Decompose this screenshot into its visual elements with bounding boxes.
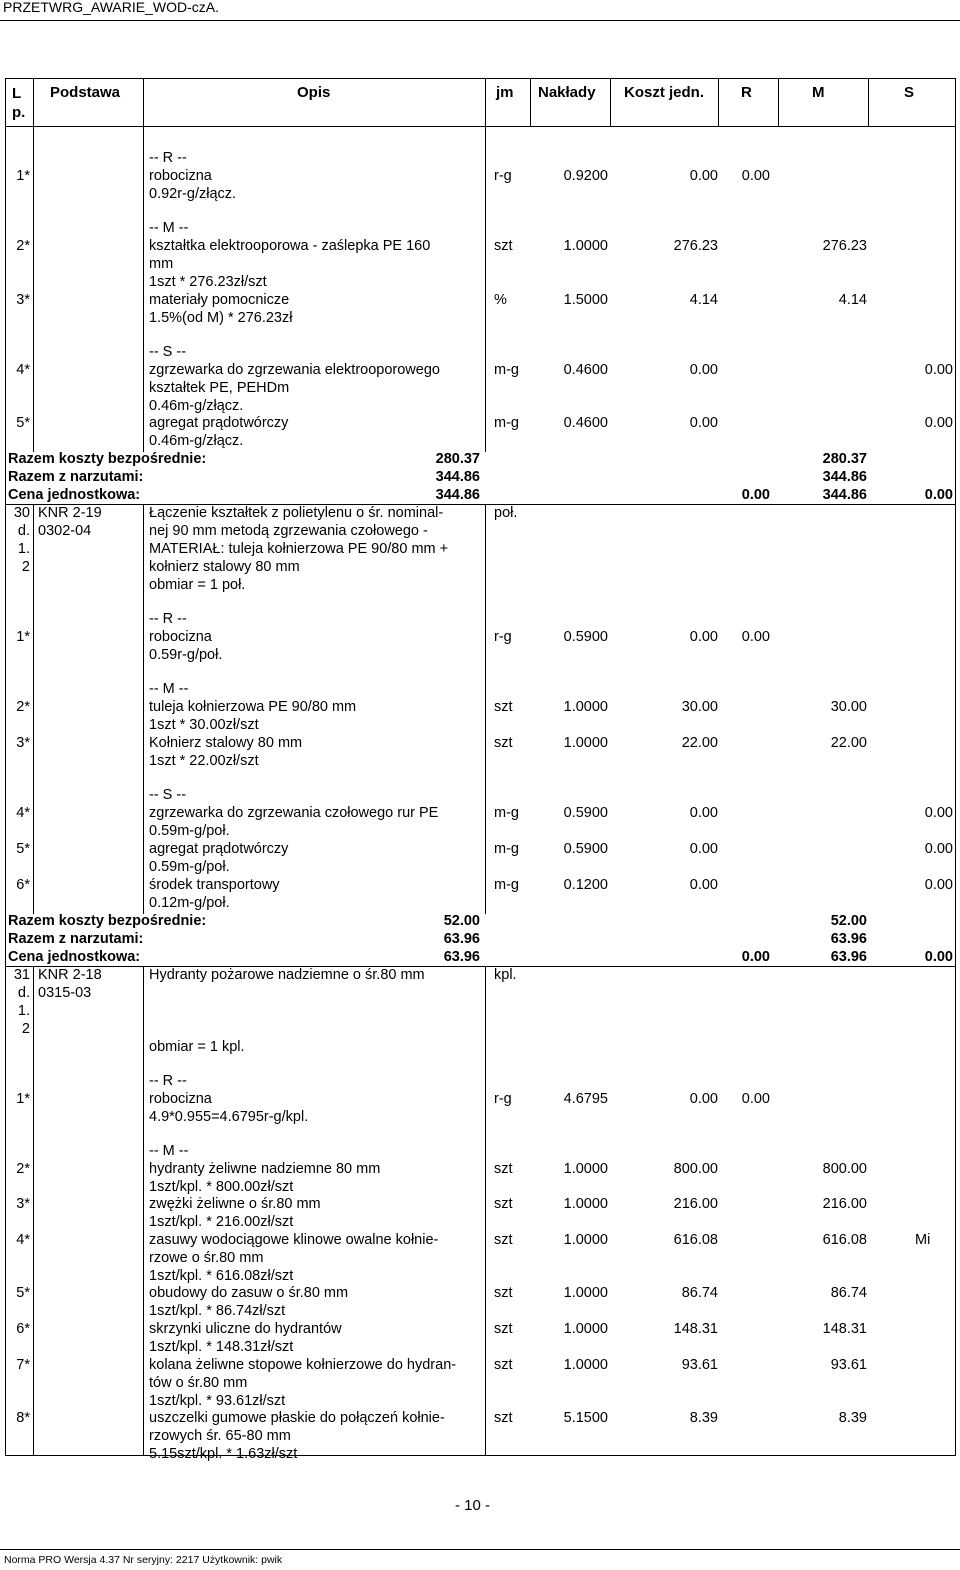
row-opis: 0.12m-g/poł. xyxy=(149,895,230,911)
row-lp: 1* xyxy=(16,1091,30,1107)
row-koszt: 4.14 xyxy=(689,292,718,308)
row-jm: m-g xyxy=(494,415,519,431)
row-opis: robocizna xyxy=(149,629,212,645)
summary-label: Razem z narzutami: xyxy=(8,469,144,485)
row-opis: 0.59r-g/poł. xyxy=(149,647,223,663)
row-opis: robocizna xyxy=(149,168,212,184)
row-opis: -- M -- xyxy=(149,220,189,236)
col-header-lp-text: L p. xyxy=(12,85,26,121)
row-koszt: 216.00 xyxy=(673,1196,718,1212)
row-s: 0.00 xyxy=(924,877,953,893)
row-lp: 4* xyxy=(16,805,30,821)
table-header-bottom-border xyxy=(5,126,956,127)
header-sep-lp xyxy=(33,78,34,126)
row-r: 0.00 xyxy=(741,949,770,965)
col-header-podstawa: Podstawa xyxy=(50,84,121,101)
row-koszt: 0.00 xyxy=(689,1091,718,1107)
row-koszt: 148.31 xyxy=(673,1321,718,1337)
header-sep-r xyxy=(778,78,779,126)
row-jm: r-g xyxy=(494,1091,512,1107)
row-opis: 0.92r-g/złącz. xyxy=(149,186,237,202)
row-lp: 4* xyxy=(16,1232,30,1248)
row-lp: 30 xyxy=(13,505,30,521)
row-lp: d. xyxy=(17,985,30,1001)
row-opis: Kołnierz stalowy 80 mm xyxy=(149,735,303,751)
row-m: 93.61 xyxy=(830,1357,867,1373)
row-opis: zasuwy wodociągowe klinowe owalne kołnie- xyxy=(149,1232,439,1248)
row-naklady: 1.0000 xyxy=(563,1161,608,1177)
sep-opis-1 xyxy=(485,126,486,452)
row-lp: 31 xyxy=(13,967,30,983)
row-lp: 2* xyxy=(16,238,30,254)
row-lp: 4* xyxy=(16,362,30,378)
row-r: 0.00 xyxy=(741,629,770,645)
row-m: 22.00 xyxy=(830,735,867,751)
header-sep-podstawa xyxy=(143,78,144,126)
row-s: 0.00 xyxy=(924,841,953,857)
row-naklady: 5.1500 xyxy=(563,1410,608,1426)
row-m: 216.00 xyxy=(822,1196,867,1212)
row-jm: szt xyxy=(494,1321,513,1337)
row-lp: 1* xyxy=(16,168,30,184)
row-opis: -- R -- xyxy=(149,611,187,627)
row-lp: 6* xyxy=(16,877,30,893)
row-lp: 2* xyxy=(16,1161,30,1177)
row-lp: 1. xyxy=(17,541,30,557)
row-opis: tów o śr.80 mm xyxy=(149,1375,248,1391)
row-lp: 5* xyxy=(16,841,30,857)
summary-label: Razem koszty bezpośrednie: xyxy=(8,451,207,467)
sep-lp-1 xyxy=(33,126,34,452)
row-opis: 1szt/kpl. * 800.00zł/szt xyxy=(149,1179,294,1195)
row-koszt: 0.00 xyxy=(689,415,718,431)
row-koszt: 0.00 xyxy=(689,805,718,821)
row-opis: rzowych śr. 65-80 mm xyxy=(149,1428,291,1444)
row-lp: 1. xyxy=(17,1003,30,1019)
row-lp: 5* xyxy=(16,1285,30,1301)
row-opis: 0.46m-g/złącz. xyxy=(149,398,244,414)
row-naklady: 1.0000 xyxy=(563,735,608,751)
row-lp: 2 xyxy=(21,559,30,575)
col-header-m: M xyxy=(812,84,825,101)
row-jm: szt xyxy=(494,1232,513,1248)
sep-opis-2 xyxy=(485,504,486,914)
row-koszt: 0.00 xyxy=(689,168,718,184)
row-opis: 0.59m-g/poł. xyxy=(149,823,230,839)
row-lp: 6* xyxy=(16,1321,30,1337)
row-naklady: 0.5900 xyxy=(563,841,608,857)
document-title: PRZETWRG_AWARIE_WOD-czA. xyxy=(3,0,219,15)
row-naklady: 4.6795 xyxy=(563,1091,608,1107)
row-lp: 7* xyxy=(16,1357,30,1373)
row-jm: r-g xyxy=(494,168,512,184)
col-header-naklady: Nakłady xyxy=(538,84,596,101)
row-opis: kształtek PE, PEHDm xyxy=(149,380,290,396)
row-koszt: 0.00 xyxy=(689,362,718,378)
row-jm: szt xyxy=(494,1196,513,1212)
table-right-border xyxy=(955,78,956,1455)
row-opis: środek transportowy xyxy=(149,877,280,893)
row-opis: kształtka elektrooporowa - zaślepka PE 160 xyxy=(149,238,431,254)
row-opis: agregat prądotwórczy xyxy=(149,415,289,431)
row-opis: obmiar = 1 kpl. xyxy=(149,1039,245,1055)
row-opis: rzowe o śr.80 mm xyxy=(149,1250,264,1266)
row-koszt: 86.74 xyxy=(681,1285,718,1301)
row-opis: obudowy do zasuw o śr.80 mm xyxy=(149,1285,349,1301)
position-separator xyxy=(5,966,956,967)
sep-podstawa-3 xyxy=(143,966,144,1455)
row-m: 148.31 xyxy=(822,1321,867,1337)
row-opis: MATERIAŁ: tuleja kołnierzowa PE 90/80 mm + xyxy=(149,541,449,557)
col-header-opis: Opis xyxy=(297,84,331,101)
footer-info: Norma PRO Wersja 4.37 Nr seryjny: 2217 Użytkownik: pwik xyxy=(4,1554,283,1566)
row-opis: 5.15szt/kpl. * 1.63zł/szt xyxy=(149,1446,298,1462)
title-underline xyxy=(0,20,960,21)
row-jm: szt xyxy=(494,735,513,751)
row-naklady: 0.9200 xyxy=(563,168,608,184)
row-r: 0.00 xyxy=(741,1091,770,1107)
table-bottom-border xyxy=(5,1455,956,1456)
row-lp: 3* xyxy=(16,292,30,308)
row-opis: 1szt/kpl. * 86.74zł/szt xyxy=(149,1303,286,1319)
row-podstawa: KNR 2-19 xyxy=(38,505,102,521)
row-m: 86.74 xyxy=(830,1285,867,1301)
row-lp: 1* xyxy=(16,629,30,645)
row-jm: szt xyxy=(494,1161,513,1177)
row-opis: 1szt * 30.00zł/szt xyxy=(149,717,259,733)
row-m: 30.00 xyxy=(830,699,867,715)
position-separator xyxy=(5,504,956,505)
row-opis: zgrzewarka do zgrzewania elektrooporowego xyxy=(149,362,440,378)
row-lp: 3* xyxy=(16,735,30,751)
row-r: 0.00 xyxy=(741,168,770,184)
row-opis: 1szt/kpl. * 148.31zł/szt xyxy=(149,1339,294,1355)
row-lp: 3* xyxy=(16,1196,30,1212)
row-naklady: 1.0000 xyxy=(563,1357,608,1373)
row-jm: m-g xyxy=(494,877,519,893)
row-koszt: 0.00 xyxy=(689,841,718,857)
summary-value: 63.96 xyxy=(443,931,480,947)
row-m: 4.14 xyxy=(838,292,867,308)
sep-lp-3 xyxy=(33,966,34,1455)
row-jm: poł. xyxy=(494,505,518,521)
row-naklady: 0.5900 xyxy=(563,805,608,821)
row-opis: mm xyxy=(149,256,174,272)
row-jm: m-g xyxy=(494,805,519,821)
row-m: 344.86 xyxy=(822,487,867,503)
row-jm: szt xyxy=(494,1285,513,1301)
row-opis: uszczelki gumowe płaskie do połączeń kołnie- xyxy=(149,1410,445,1426)
row-koszt: 30.00 xyxy=(681,699,718,715)
row-koszt: 22.00 xyxy=(681,735,718,751)
row-naklady: 0.1200 xyxy=(563,877,608,893)
row-opis: -- M -- xyxy=(149,681,189,697)
row-jm: r-g xyxy=(494,629,512,645)
row-opis: 1szt/kpl. * 616.08zł/szt xyxy=(149,1268,294,1284)
row-jm: szt xyxy=(494,1357,513,1373)
row-jm: szt xyxy=(494,1410,513,1426)
row-opis: -- M -- xyxy=(149,1143,189,1159)
sep-lp-2 xyxy=(33,504,34,914)
row-m: 52.00 xyxy=(830,913,867,929)
summary-value: 344.86 xyxy=(435,487,480,503)
row-opis: hydranty żeliwne nadziemne 80 mm xyxy=(149,1161,381,1177)
row-naklady: 1.0000 xyxy=(563,1285,608,1301)
row-lp: d. xyxy=(17,523,30,539)
summary-label: Razem z narzutami: xyxy=(8,931,144,947)
row-opis: 1.5%(od M) * 276.23zł xyxy=(149,310,293,326)
row-opis: skrzynki uliczne do hydrantów xyxy=(149,1321,342,1337)
row-opis: -- R -- xyxy=(149,150,187,166)
row-jm: szt xyxy=(494,699,513,715)
row-koszt: 276.23 xyxy=(673,238,718,254)
summary-value: 52.00 xyxy=(443,913,480,929)
row-lp: 2* xyxy=(16,699,30,715)
row-opis: 1szt * 276.23zł/szt xyxy=(149,274,267,290)
table-top-border xyxy=(5,78,956,79)
row-opis: 0.46m-g/złącz. xyxy=(149,433,244,449)
row-naklady: 0.5900 xyxy=(563,629,608,645)
header-sep-m xyxy=(868,78,869,126)
row-m: 8.39 xyxy=(838,1410,867,1426)
row-opis: obmiar = 1 poł. xyxy=(149,577,246,593)
col-header-s: S xyxy=(904,84,915,101)
row-opis: kołnierz stalowy 80 mm xyxy=(149,559,300,575)
row-jm: szt xyxy=(494,238,513,254)
row-opis: tuleja kołnierzowa PE 90/80 mm xyxy=(149,699,357,715)
row-naklady: 0.4600 xyxy=(563,415,608,431)
row-opis: materiały pomocnicze xyxy=(149,292,290,308)
row-opis: -- S -- xyxy=(149,344,187,360)
row-naklady: 1.0000 xyxy=(563,1321,608,1337)
row-naklady: 1.0000 xyxy=(563,1196,608,1212)
row-m: 616.08 xyxy=(822,1232,867,1248)
row-m: 280.37 xyxy=(822,451,867,467)
col-header-jm: jm xyxy=(496,84,514,101)
row-podstawa: 0315-03 xyxy=(38,985,92,1001)
row-extra: Mi xyxy=(915,1232,931,1248)
row-opis: nej 90 mm metodą zgrzewania czołowego - xyxy=(149,523,428,539)
summary-value: 344.86 xyxy=(435,469,480,485)
row-koszt: 616.08 xyxy=(673,1232,718,1248)
row-opis: kolana żeliwne stopowe kołnierzowe do hydran- xyxy=(149,1357,457,1373)
row-koszt: 8.39 xyxy=(689,1410,718,1426)
row-s: 0.00 xyxy=(924,805,953,821)
row-opis: 1szt * 22.00zł/szt xyxy=(149,753,259,769)
row-opis: -- S -- xyxy=(149,787,187,803)
row-koszt: 0.00 xyxy=(689,877,718,893)
row-s: 0.00 xyxy=(924,415,953,431)
row-lp: 8* xyxy=(16,1410,30,1426)
row-lp: 2 xyxy=(21,1021,30,1037)
row-opis: 1szt/kpl. * 216.00zł/szt xyxy=(149,1214,294,1230)
row-opis: Łączenie kształtek z polietylenu o śr. nominal- xyxy=(149,505,444,521)
row-naklady: 0.4600 xyxy=(563,362,608,378)
row-opis: -- R -- xyxy=(149,1073,187,1089)
row-m: 63.96 xyxy=(830,931,867,947)
col-header-lp xyxy=(12,84,25,122)
row-koszt: 0.00 xyxy=(689,629,718,645)
summary-label: Cena jednostkowa: xyxy=(8,949,141,965)
row-m: 800.00 xyxy=(822,1161,867,1177)
row-r: 0.00 xyxy=(741,487,770,503)
row-opis: 1szt/kpl. * 93.61zł/szt xyxy=(149,1393,286,1409)
row-podstawa: 0302-04 xyxy=(38,523,92,539)
row-opis: 4.9*0.955=4.6795r-g/kpl. xyxy=(149,1109,309,1125)
row-opis: agregat prądotwórczy xyxy=(149,841,289,857)
row-naklady: 1.0000 xyxy=(563,1232,608,1248)
row-opis: 0.59m-g/poł. xyxy=(149,859,230,875)
row-opis: robocizna xyxy=(149,1091,212,1107)
page-number: - 10 - xyxy=(455,1497,491,1514)
row-m: 63.96 xyxy=(830,949,867,965)
footer-line xyxy=(0,1549,960,1550)
row-jm: % xyxy=(494,292,507,308)
row-opis: Hydranty pożarowe nadziemne o śr.80 mm xyxy=(149,967,425,983)
row-s: 0.00 xyxy=(924,487,953,503)
row-koszt: 800.00 xyxy=(673,1161,718,1177)
row-opis: zgrzewarka do zgrzewania czołowego rur PE xyxy=(149,805,439,821)
row-m: 276.23 xyxy=(822,238,867,254)
col-header-r: R xyxy=(741,84,752,101)
row-koszt: 93.61 xyxy=(681,1357,718,1373)
row-podstawa: KNR 2-18 xyxy=(38,967,102,983)
header-sep-opis xyxy=(485,78,486,126)
sep-opis-3 xyxy=(485,966,486,1455)
sep-podstawa-1 xyxy=(143,126,144,452)
row-opis: zwężki żeliwne o śr.80 mm xyxy=(149,1196,321,1212)
row-lp: 5* xyxy=(16,415,30,431)
row-s: 0.00 xyxy=(924,949,953,965)
header-sep-koszt xyxy=(718,78,719,126)
row-naklady: 1.0000 xyxy=(563,699,608,715)
row-m: 344.86 xyxy=(822,469,867,485)
row-jm: m-g xyxy=(494,362,519,378)
sep-podstawa-2 xyxy=(143,504,144,914)
summary-label: Razem koszty bezpośrednie: xyxy=(8,913,207,929)
header-sep-naklady xyxy=(610,78,611,126)
summary-label: Cena jednostkowa: xyxy=(8,487,141,503)
row-jm: kpl. xyxy=(494,967,517,983)
header-sep-jm xyxy=(530,78,531,126)
row-jm: m-g xyxy=(494,841,519,857)
row-naklady: 1.0000 xyxy=(563,238,608,254)
summary-value: 280.37 xyxy=(435,451,480,467)
row-s: 0.00 xyxy=(924,362,953,378)
summary-value: 63.96 xyxy=(443,949,480,965)
col-header-koszt: Koszt jedn. xyxy=(624,84,705,101)
row-naklady: 1.5000 xyxy=(563,292,608,308)
